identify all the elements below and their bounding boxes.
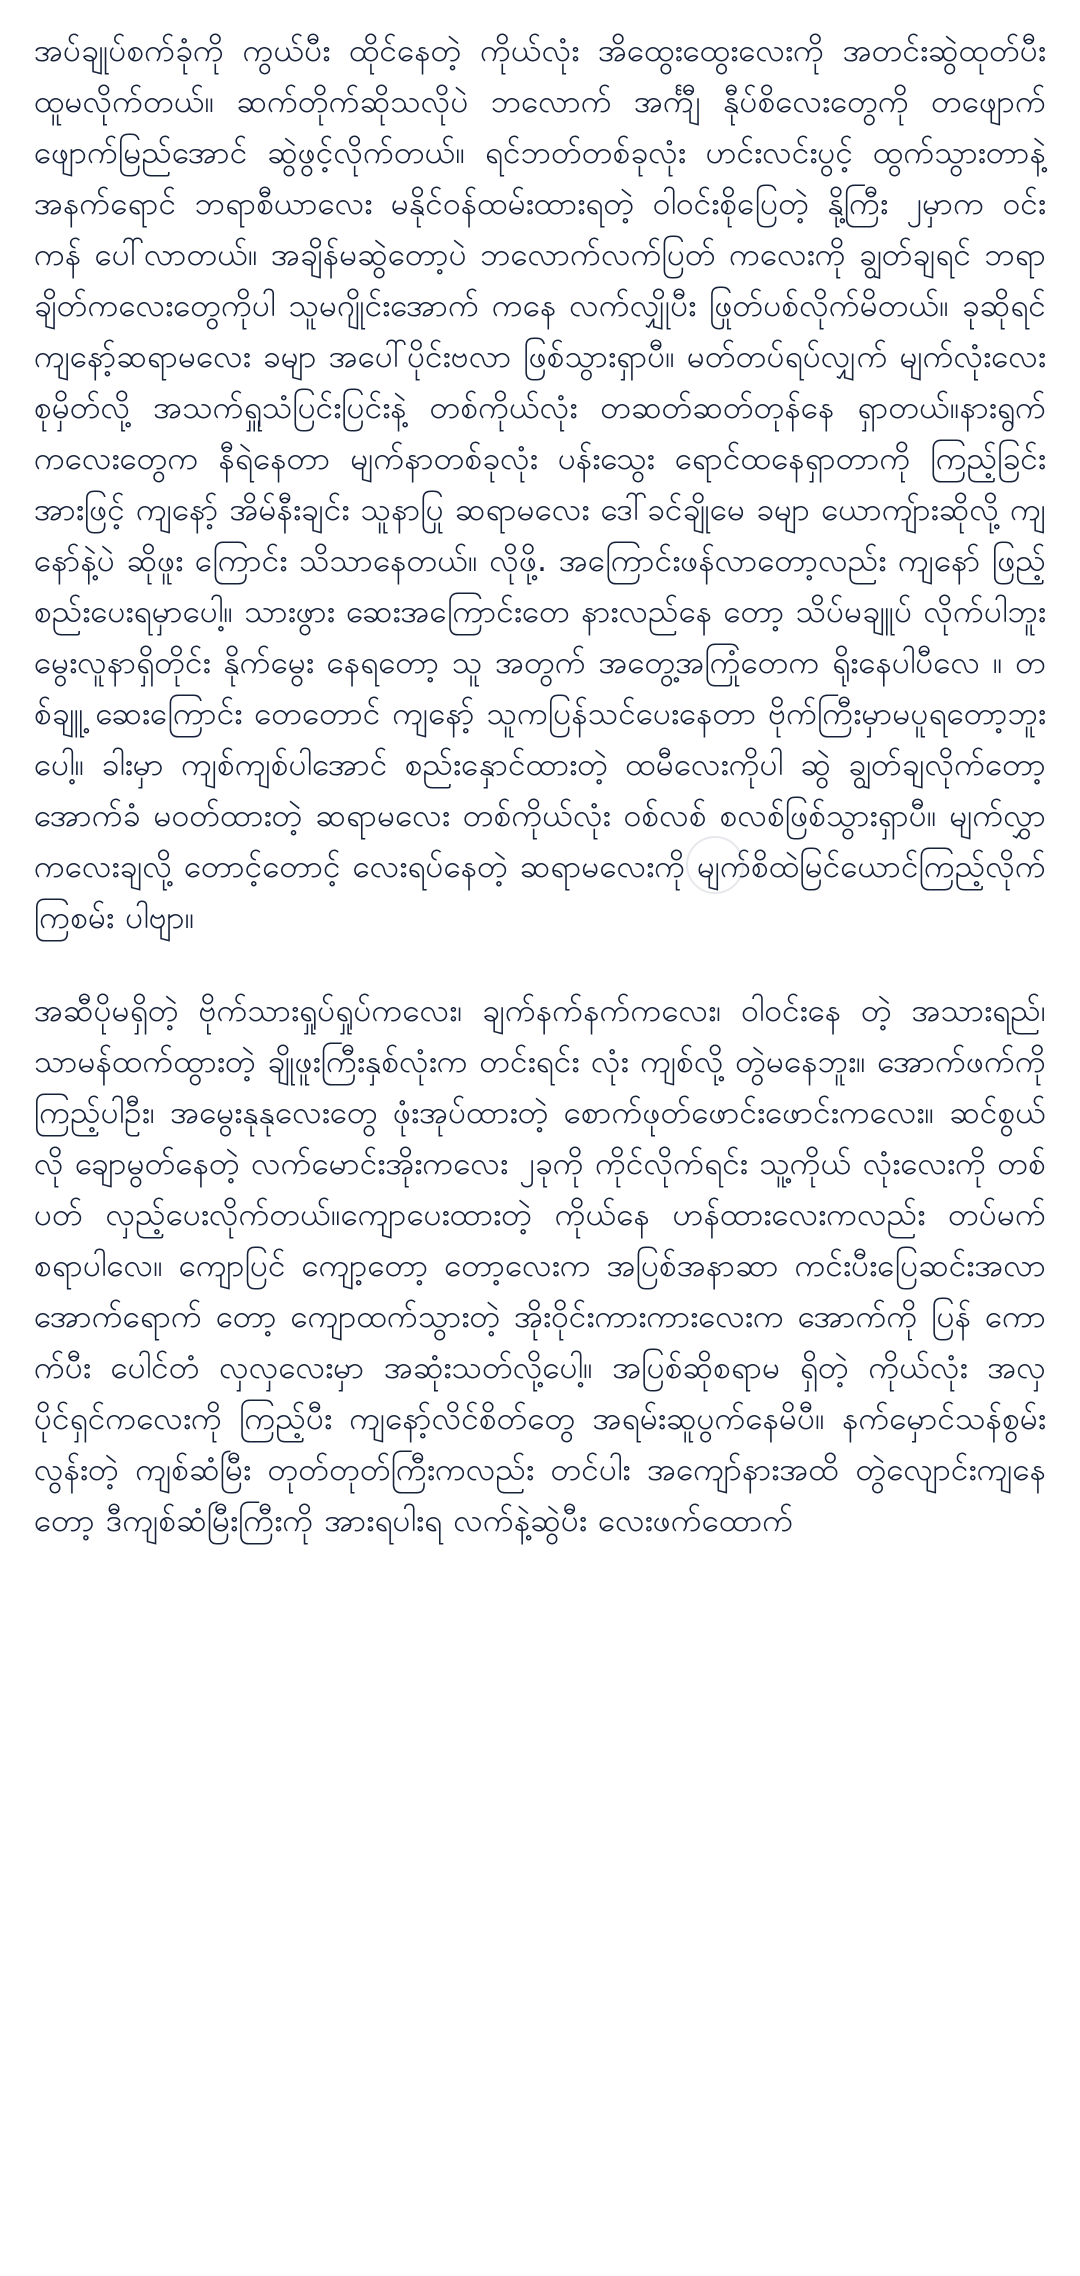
paragraph-1: အပ်ချုပ်စက်ခုံကို ကွယ်ပီး ထိုင်နေတဲ့ ကိုယ်လုံး အိထွေးထွေးလေးကို အတင်းဆွဲထုတ်ပီး ထူမလိုက်တယ်။ ဆက်တိုက်ဆိုသလိုပဲ ဘလောက် အင်္ကျီ နီုပ်စိလေးတွေကို တဖျောက်ဖျောက်မြည်အောင် ဆွဲဖွင့်လိုက်တယ်။ ရင်ဘတ်တစ်ခုလုံး ဟင်းလင်းပွင့် ထွက်သွားတာနဲ့ အနက်ရောင် ဘရာစီယာလေး မနိုင်ဝန်ထမ်းထားရတဲ့ ဝါဝင်းစိုပြေတဲ့ နို့ကြီး ၂မှာက ဝင်းကန် ပေါ်လာတယ်။ အချိန်မဆွဲတော့ပဲ ဘလောက်လက်ပြတ် ကလေးကို ချွတ်ချရင် ဘရာချိတ်ကလေးတွေကိုပါ သူမဂျိုင်းအောက် ကနေ လက်လျှိုပီး ဖြုတ်ပစ်လိုက်မိတယ်။ ခုဆိုရင် ကျနော့်ဆရာမလေး ခမျာ အပေါ်ပိုင်းဗလာ ဖြစ်သွားရှာပီ။ မတ်တပ်ရပ်လျှက် မျက်လုံးလေး စုမှိတ်လို့ အသက်ရှူသံပြင်းပြင်းနဲ့ တစ်ကိုယ်လုံး တဆတ်ဆတ်တုန်နေ ရှာတယ်။နားရွက်ကလေးတွေက နီရဲနေတာ မျက်နာတစ်ခုလုံး ပန်းသွေး ရောင်ထနေရှာတာကို ကြည့်ခြင်းအားဖြင့် ကျနော့် အိမ်နီးချင်း သူနာပြု ဆရာမလေး ဒေါ်ခင်ချိုမေ ခမျာ ယောကျ်ားဆိုလို့ ကျနော်နဲ့ပဲ ဆိုဖူး ကြောင်း သိသာနေတယ်။ လိုဖို့. အကြောင်းဖန်လာတော့လည်း ကျနော် ဖြည့်စည်းပေးရမှာပေါ့။ သားဖွား ဆေးအကြောင်းတေ နားလည်နေ တော့ သိပ်မချူပ် လိုက်ပါဘူး မွေးလူနာရှိတိုင်း နိုက်မွေး နေရတော့ သူ အတွက် အတွေ့အကြုံတေက ရိုးနေပါပီလေ ။ တစ်ချူ့ ဆေးကြောင်း တေတောင် ကျနော့် သူကပြန်သင်ပေးနေတာ ဗိုက်ကြီးမှာမပူရတော့ဘူး ပေါ့။ ခါးမှာ ကျစ်ကျစ်ပါအောင် စည်းနှောင်ထားတဲ့ ထမီလေးကိုပါ ဆွဲ ချွတ်ချလိုက်တော့ အောက်ခံ မဝတ်ထားတဲ့ ဆရာမလေး တစ်ကိုယ်လုံး ဝစ်လစ် စလစ်ဖြစ်သွားရှာပီ။ မျက်လွှာကလေးချလို့ တောင့်တောင့် လေးရပ်နေတဲ့ ဆရာမလေးကို မျက်စိထဲမြင်ယောင်ကြည့်လိုက်ကြစမ်း ပါဗျာ။ xyxy=(34,33,1046,937)
paragraph-2: အဆီပိုမရှိတဲ့ ဗိုက်သားရှုပ်ရှုပ်ကလေး၊ ချက်နက်နက်ကလေး၊ ဝါဝင်းနေ တဲ့ အသားရည်၊ သာမန်ထက်ထွားတဲ့ ချိုဖူးကြီးနှစ်လုံးက တင်းရင်း လုံး ကျစ်လို့ တွဲမနေဘူး။ အောက်ဖက်ကို ကြည့်ပါဦး၊ အမွေးနုနုလေးတွေ ဖုံးအုပ်ထားတဲ့ စောက်ဖုတ်ဖောင်းဖောင်းကလေး။ ဆင်စွယ်လို ချောမွတ်နေတဲ့ လက်မောင်းအိုးကလေး ၂ခုကို ကိုင်လိုက်ရင်း သူ့ကိုယ် လုံးလေးကို တစ်ပတ် လှည့်ပေးလိုက်တယ်။ကျောပေးထားတဲ့ ကိုယ်နေ ဟန်ထားလေးကလည်း တပ်မက်စရာပါလေ။ ကျောပြင် ကျော့တော့ တော့လေးက အပြစ်အနာဆာ ကင်းပီးပြေဆင်းအလာ အောက်ရောက် တော့ ကျောထက်သွားတဲ့ အိုးဝိုင်းကားကားလေးက အောက်ကို ပြန် ကောက်ပီး ပေါင်တံ လှလှလေးမှာ အဆုံးသတ်လို့ပေါ့။ အပြစ်ဆိုစရာမ ရှိတဲ့ ကိုယ်လုံး အလှပိုင်ရှင်ကလေးကို ကြည့်ပီး ကျနော့်လိင်စိတ်တွေ အရမ်းဆူပွက်နေမိပီ။ နက်မှောင်သန်စွမ်းလွန်းတဲ့ ကျစ်ဆံမြီး တုတ်တုတ်ကြီးကလည်း တင်ပါး အကျော်နားအထိ တွဲလျောင်းကျနေ တော့ ဒီကျစ်ဆံမြီးကြီးကို အားရပါးရ လက်နဲ့ဆွဲပီး လေးဖက်ထောက် xyxy=(34,993,1046,1540)
